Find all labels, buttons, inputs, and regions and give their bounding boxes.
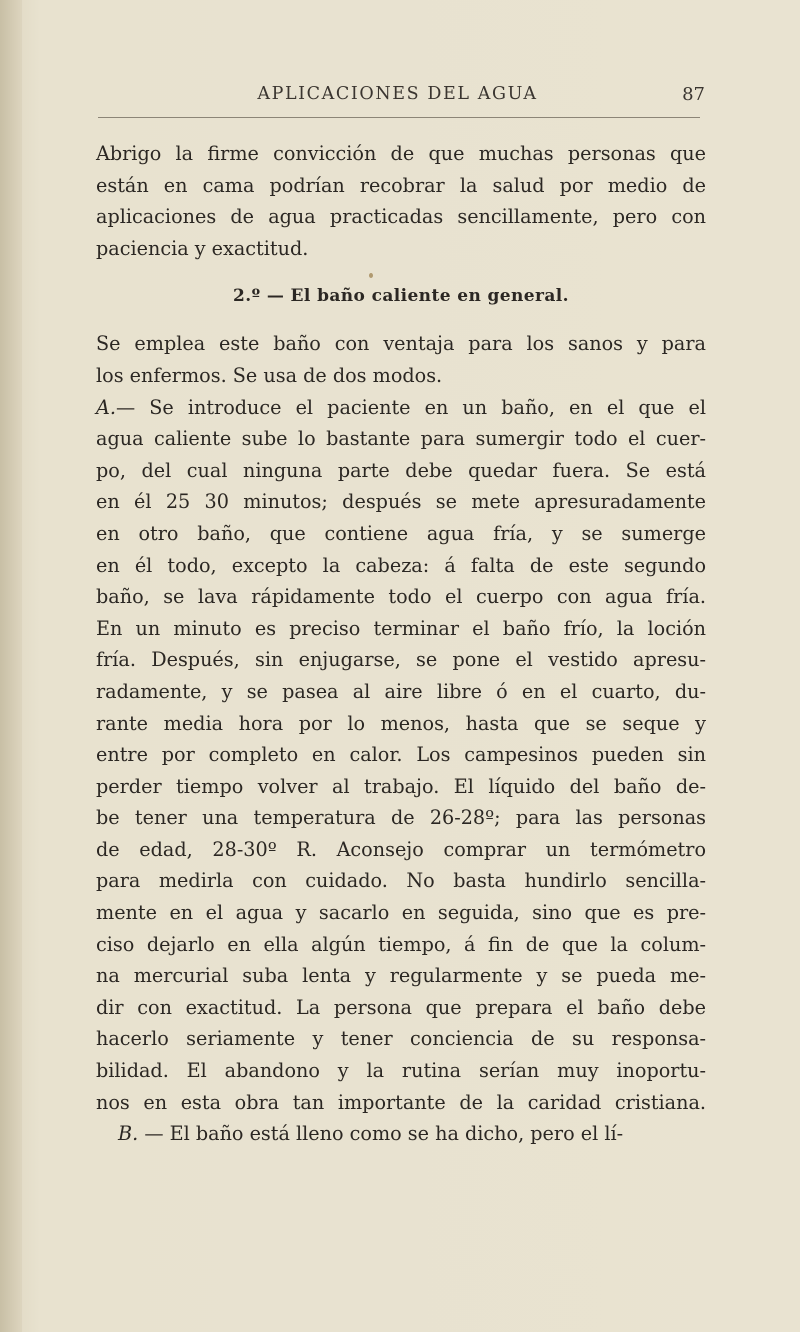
text-line: Abrigo la firme convicción de que muchas personas que bbox=[96, 142, 706, 165]
page-number: 87 bbox=[682, 84, 705, 105]
text-line: fría. Después, sin enjugarse, se pone el vestido apresu- bbox=[96, 648, 706, 672]
text-line-a bbox=[96, 392, 706, 424]
text-line: ciso dejarlo en ella algún tiempo, á fin de que la colum- bbox=[96, 932, 706, 956]
text-line: Se emplea este baño con ventaja para los sanos y para bbox=[96, 332, 706, 356]
section-title: — El baño caliente en general. bbox=[266, 286, 569, 307]
text-line: na mercurial suba lenta y regularmente y se pueda me- bbox=[96, 964, 706, 988]
text-line: dir con exactitud. La persona que prepara el baño debe bbox=[96, 995, 706, 1019]
section-number: 2.º bbox=[233, 286, 261, 307]
text-line: los enfermos. Se usa de dos modos. bbox=[96, 363, 443, 387]
text-line: están en cama podrían recobrar la salud por medio de bbox=[96, 173, 706, 197]
text-line: baño, se lava rápidamente todo el cuerpo con agua fría. bbox=[96, 585, 706, 609]
marker-a: A. bbox=[96, 395, 116, 419]
text-line-b-rest: — El baño está lleno como se ha dicho, pero el lí- bbox=[144, 1122, 624, 1146]
text-line: agua caliente sube lo bastante para sumergir todo el cuer- bbox=[96, 427, 706, 451]
text-line: nos en esta obra tan importante de la caridad cristiana. bbox=[96, 1090, 706, 1114]
text-line: aplicaciones de agua practicadas sencillamente, pero con bbox=[96, 205, 706, 229]
book-spine-shadow bbox=[0, 0, 22, 1332]
text-line: rante media hora por lo menos, hasta que se seque y bbox=[96, 711, 706, 735]
text-line-b bbox=[96, 1118, 706, 1150]
text-line: En un minuto es preciso terminar el baño frío, la loción bbox=[96, 616, 706, 640]
text-line: perder tiempo volver al trabajo. El líquido del baño de- bbox=[96, 774, 706, 798]
text-line-a-rest: — Se introduce el paciente en un baño, en el que el bbox=[115, 395, 706, 419]
text-line: be tener una temperatura de 26-28º; para las personas bbox=[96, 806, 706, 830]
text-line: radamente, y se pasea al aire libre ó en el cuarto, du- bbox=[96, 679, 706, 703]
text-line: paciencia y exactitud. bbox=[96, 236, 309, 260]
text-line: en otro baño, que contiene agua fría, y se sumerge bbox=[96, 521, 706, 545]
marker-b: B. bbox=[118, 1122, 139, 1146]
text-line: de edad, 28-30º R. Aconsejo comprar un termómetro bbox=[96, 837, 706, 861]
text-block bbox=[96, 138, 706, 1150]
text-line: en él 25 30 minutos; después se mete apresuradamente bbox=[96, 490, 706, 514]
text-line: bilidad. El abandono y la rutina serían muy inoportu- bbox=[96, 1059, 706, 1083]
running-title: APLICACIONES DEL AGUA bbox=[257, 84, 538, 104]
text-line: entre por completo en calor. Los campesinos pueden sin bbox=[96, 743, 706, 767]
section-heading bbox=[96, 276, 706, 316]
text-line: mente en el agua y sacarlo en seguida, sino que es pre- bbox=[96, 901, 706, 925]
header-rule bbox=[98, 117, 700, 118]
running-head bbox=[90, 84, 705, 114]
text-line: po, del cual ninguna parte debe quedar fuera. Se está bbox=[96, 458, 706, 482]
text-line: para medirla con cuidado. No basta hundirlo sencilla- bbox=[96, 869, 706, 893]
text-line: hacerlo seriamente y tener conciencia de su responsa- bbox=[96, 1027, 706, 1051]
text-line: en él todo, excepto la cabeza: á falta de este segundo bbox=[96, 553, 706, 577]
